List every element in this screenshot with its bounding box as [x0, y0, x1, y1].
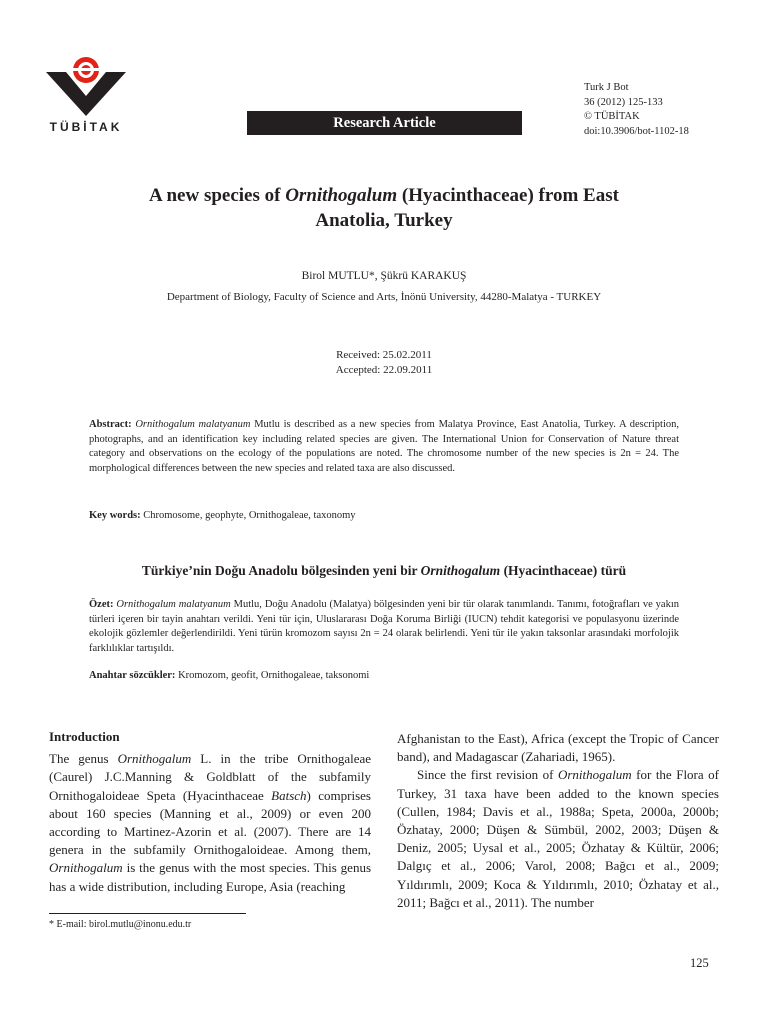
article-title: A new species of Ornithogalum (Hyacinthaceae) from East Anatolia, Turkey [149, 185, 619, 231]
right-column [397, 730, 719, 912]
affiliation: Department of Biology, Faculty of Science and Arts, İnönü University, 44280-Malatya - TURKEY [166, 291, 602, 303]
journal-copyright: © TÜBİTAK [584, 111, 640, 122]
authors: Birol MUTLU*, Şükrü KARAKUŞ [301, 270, 467, 282]
page-number: 125 [690, 956, 709, 970]
abstract: Abstract: Ornithogalum malatyanum Mutlu is described as a new species from Malatya Province, East Anatolia, Turkey. A description, photographs, and an identification key including related species are given. The International Union for Conservation of Nature threat category and observations on the ecology of the populations are noted. The chromosome number of the new species is 2n = 24. The morphological differences between the new species and related taxa are also discussed. [89, 419, 680, 475]
ozet: Özet: Ornithogalum malatyanum Mutlu, Doğu Anadolu (Malatya) bölgesinden yeni bir tür olarak tanımlandı. Tanımı, fotoğrafları ve yakın türleri içeren bir tayin anahtarı verildi. Yeni tür için, Uluslararası Doğa Koruma Birliği (IUCN) tehdit kategorisi ve populasyonu üzerinde ekolojik gözlemler değerlendirildi. Yeni türün kromozom sayısı 2n = 24 olarak belirlendi. Yeni tür ile yakın taksonlar arasındaki morfolojik farklılıklar tartışıldı. [89, 599, 679, 655]
journal-doi: doi:10.3906/bot-1102-18 [584, 125, 689, 137]
journal-name: Turk J Bot [584, 82, 629, 93]
received-date: Received: 25.02.2011 [336, 349, 432, 361]
logo-wordmark: TÜBİTAK [49, 120, 123, 134]
article-type-banner: Research Article [247, 111, 522, 135]
journal-volume: 36 (2012) 125-133 [584, 96, 663, 108]
anahtar-sozcukler: Anahtar sözcükler: Kromozom, geofit, Ornithogaleae, taksonomi [89, 670, 370, 681]
turkish-title: Türkiye’nin Doğu Anadolu bölgesinden yeni bir Ornithogalum (Hyacinthaceae) türü [141, 563, 627, 578]
introduction-heading: Introduction [49, 729, 120, 744]
keywords: Key words: Chromosome, geophyte, Ornithogaleae, taxonomy [89, 510, 356, 521]
dates [70, 348, 698, 378]
intro-paragraph-2: Since the first revision of Ornithogalum for the Flora of Turkey, 31 taxa have been added to the known species (Cullen, 1984; Davis et al., 1988a; Speta, 2000a, 2000b; Özhatay, 2000; Düşen & Sümbül, 2002, 2003; Düşen & Deniz, 2005; Uysal et al., 2005; Özhatay & Kültür, 2006; Dalgıç et al., 2006; Varol, 2008; Bağcı et al., 2009; Yıldırımlı, 2009; Koca & Yıldırımlı, 2010; Özhatay et al., 2011; Bağcı et al., 2011). The number [397, 767, 719, 910]
journal-info [584, 81, 689, 139]
footnote-rule [49, 913, 246, 914]
intro-paragraph-1: The genus Ornithogalum L. in the tribe Ornithogaleae (Caurel) J.C.Manning & Goldblatt of the subfamily Ornithogaloideae Speta (Hyacinthaceae Batsch) comprises about 160 species (Manning et al., 2009) or even 200 according to Martinez-Azorin et al. (2007). There are 14 genera in the subfamily Ornithogaloideae. Among them, Ornithogalum is the genus with the most species. This genus has a wide distribution, including Europe, Asia (reaching [49, 751, 372, 894]
intro-paragraph-1-cont: Afghanistan to the East), Africa (except the Tropic of Cancer band), and Madagascar (Zahariadi, 1965). [397, 731, 719, 765]
left-column [49, 728, 371, 896]
tubitak-logo-icon [46, 56, 126, 126]
accepted-date: Accepted: 22.09.2011 [335, 364, 433, 376]
footnote-email: * E-mail: birol.mutlu@inonu.edu.tr [49, 919, 192, 930]
